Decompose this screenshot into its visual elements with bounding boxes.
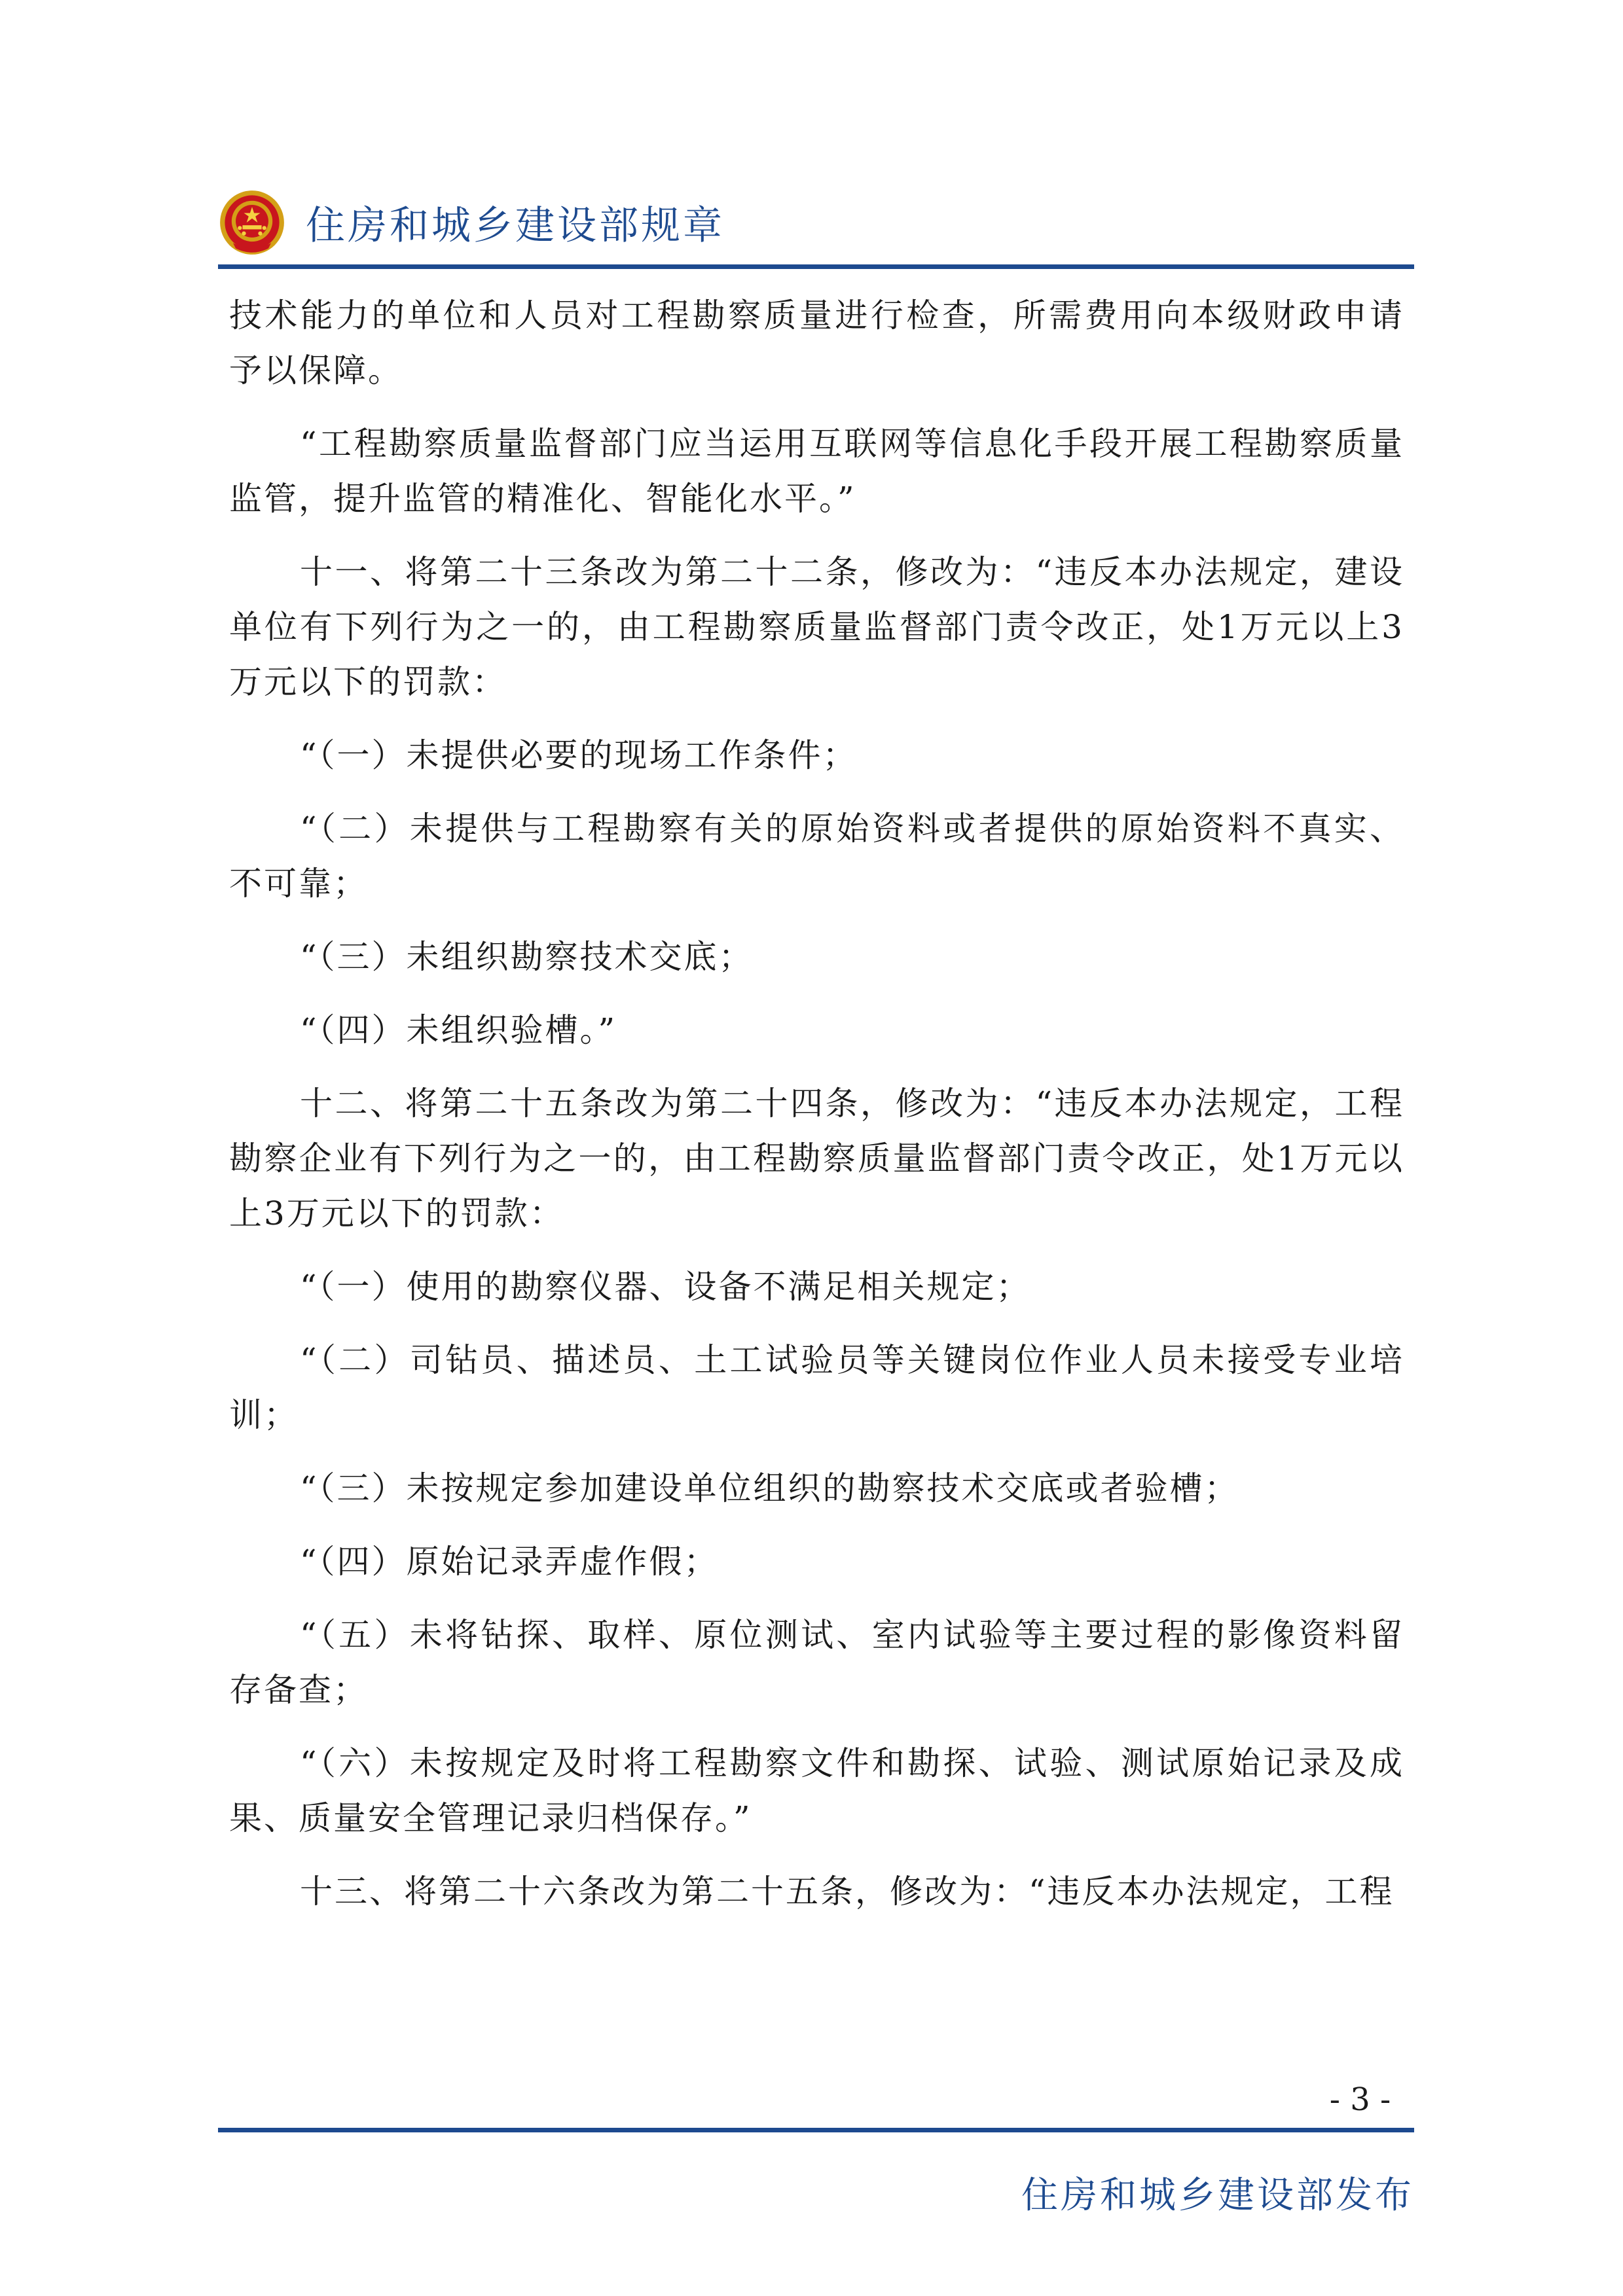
header-title: 住房和城乡建设部规章 xyxy=(306,203,725,249)
paragraph: “（一）使用的勘察仪器、设备不满足相关规定； xyxy=(300,1268,1031,1306)
document-body xyxy=(229,288,1404,1937)
footer-publisher: 住房和城乡建设部发布 xyxy=(1021,2174,1414,2217)
paragraph: “（三）未按规定参加建设单位组织的勘察技术交底或者验槽； xyxy=(300,1469,1239,1507)
paragraph: 十三、将第二十六条改为第二十五条，修改为：“违反本办法规定，工程 xyxy=(300,1873,1395,1910)
page-number: - 3 - xyxy=(1329,2081,1391,2118)
page-header xyxy=(218,180,725,265)
paragraph: “（二）未提供与工程勘察有关的原始资料或者提供的原始资料不真实、不可靠； xyxy=(229,810,1404,903)
paragraph: 十一、将第二十三条改为第二十二条，修改为：“违反本办法规定，建设单位有下列行为之一的，由工程勘察质量监督部门责令改正，处1万元以上3万元以下的罚款： xyxy=(229,553,1404,701)
paragraph: “（六）未按规定及时将工程勘察文件和勘探、试验、测试原始记录及成果、质量安全管理记录归档保存。” xyxy=(229,1744,1404,1837)
paragraph: “工程勘察质量监督部门应当运用互联网等信息化手段开展工程勘察质量监管，提升监管的精准化、智能化水平。” xyxy=(229,425,1404,518)
paragraph: 技术能力的单位和人员对工程勘察质量进行检查，所需费用向本级财政申请予以保障。 xyxy=(229,296,1404,389)
paragraph: “（二）司钻员、描述员、土工试验员等关键岗位作业人员未接受专业培训； xyxy=(229,1341,1404,1434)
footer-divider xyxy=(218,2128,1414,2132)
paragraph: “（一）未提供必要的现场工作条件； xyxy=(300,736,858,774)
paragraph: “（五）未将钻探、取样、原位测试、室内试验等主要过程的影像资料留存备查； xyxy=(229,1616,1404,1709)
national-emblem-icon xyxy=(218,188,286,257)
header-divider xyxy=(218,264,1414,269)
paragraph: “（三）未组织勘察技术交底； xyxy=(300,938,754,976)
paragraph: 十二、将第二十五条改为第二十四条，修改为：“违反本办法规定，工程勘察企业有下列行为之一的，由工程勘察质量监督部门责令改正，处1万元以上3万元以下的罚款： xyxy=(229,1085,1404,1232)
paragraph: “（四）原始记录弄虚作假； xyxy=(300,1543,719,1581)
paragraph: “（四）未组织验槽。” xyxy=(300,1011,617,1049)
